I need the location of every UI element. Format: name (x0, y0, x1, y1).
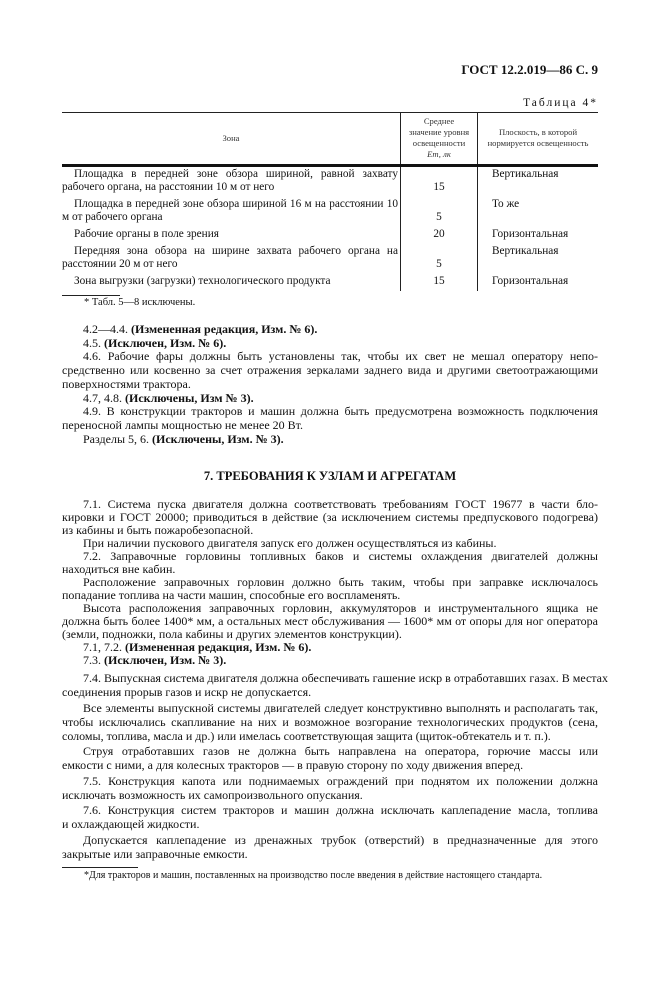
header-line: Среднее (423, 116, 455, 126)
text-line: 7.5. Конструкция капота или поднимаемых ограждений при поднятом их положении должна (83, 773, 598, 788)
paragraph (62, 576, 598, 602)
text-line: 7.4. Выпускная система двигателя должна обеспечивать гашение искр в отработавших газах. В местах (83, 671, 608, 686)
illuminance-cell: 15 (401, 166, 478, 198)
text-line: Допускается каплепадение из дренажных трубок (отверстий) в предназначенные для этого (83, 832, 598, 847)
text-line: кировки и ГОСТ 20000; приводиться в действие (за исключением системы предпускового подогрева) (62, 510, 598, 525)
text-line: Расположение заправочных горловин должно быть таким, чтобы при заправке исключалось (83, 575, 598, 590)
text-line: из кабины и быть пожаробезопасной. (62, 523, 254, 538)
section-heading: 7. ТРЕБОВАНИЯ К УЗЛАМ И АГРЕГАТАМ (203, 469, 457, 484)
table-caption: Таблица 4* (523, 97, 598, 109)
text-line: средственно или косвенно за счет отражения зеркалами заднего вида и другими светоотражающими (62, 363, 598, 378)
illuminance-cell: 20 (401, 227, 478, 244)
text-line: 4.9. В конструкции тракторов и машин должна быть предусмотрена возможность подключения (83, 404, 598, 419)
illuminance-cell: 5 (401, 244, 478, 274)
paragraph (62, 774, 598, 802)
text-line: 7.1. Система пуска двигателя должна соответствовать требованиям ГОСТ 19677 в части бло- (83, 497, 598, 512)
text-line: должна быть более 1400* мм, а остальных мест обслуживания — 1600* мм от опоры для ног оператора (62, 614, 598, 629)
text-line: При наличии пускового двигателя запуск его должен осуществляться из кабины. (83, 536, 497, 551)
section-7-paragraphs-a (62, 498, 598, 667)
text-line: поверхностями трактора. (62, 376, 191, 391)
paragraph (62, 744, 598, 772)
zone-cell: Рабочие органы в поле зрения (62, 227, 401, 244)
column-header-illuminance (401, 113, 478, 166)
zone-cell: Зона выгрузки (загрузки) технологического продукта (62, 274, 401, 291)
amendment-note: (Исключены, Изм. № 3). (152, 431, 284, 446)
footnote-divider (62, 867, 138, 868)
column-header-zone: Зона (62, 113, 401, 166)
paragraph (62, 433, 598, 447)
text-line: Струя отработавших газов не должна быть направлена на оператора, горючие массы или (83, 744, 598, 759)
paragraph (62, 803, 598, 831)
plane-cell: Вертикальная (492, 168, 559, 180)
text-line (62, 323, 598, 337)
text-line (62, 337, 598, 351)
text-line (62, 654, 598, 667)
paragraph (62, 323, 598, 337)
table-row (62, 166, 598, 198)
clause-number: 7.1, 7.2. (83, 640, 125, 655)
text-line: Высота расположения заправочных горловин, аккумуляторов и инструментального ящика не (83, 601, 598, 616)
illuminance-cell: 15 (401, 274, 478, 291)
text-line: и охлаждающей жидкости. (62, 817, 200, 832)
clause-number: 7.3. (83, 653, 104, 668)
plane-cell: Горизонтальная (492, 275, 569, 287)
paragraph (62, 833, 598, 861)
header-line: Eт, лк (427, 149, 451, 159)
section-4-paragraphs (62, 323, 598, 446)
text-line: соединения прорыв газов и искр не допускается. (62, 685, 312, 700)
text-line: соломы, топлива, масла и др.) или имелась соответствующая защита (щиток-обтекатель и т. п.). (62, 728, 551, 743)
text-line: емкости с ними, а для колесных тракторов — в правую сторону по ходу движения вперед. (62, 758, 524, 773)
clause-number: 4.5. (83, 335, 104, 350)
plane-cell: Горизонтальная (492, 228, 569, 240)
amendment-note: (Измененная редакция, Изм. № 6). (131, 322, 318, 336)
amendment-note: (Исключен, Изм. № 3). (104, 653, 227, 668)
paragraph (62, 654, 598, 667)
text-line: исключать возможность их самопроизвольного опускания. (62, 787, 363, 802)
header-line: Плоскость, в которой (498, 127, 578, 137)
illuminance-cell: 5 (401, 197, 478, 227)
header-line: значение уровня (408, 127, 470, 137)
column-header-plane (478, 113, 599, 166)
plane-cell: То же (492, 198, 520, 210)
paragraph (62, 602, 598, 641)
paragraph (62, 701, 598, 743)
text-line: 4.6. Рабочие фары должны быть установлены так, чтобы их свет не мешал оператору непо- (83, 349, 598, 364)
text-line: Все элементы выпускной системы двигателей следует конструктивно выполнять и располагать так, (83, 700, 598, 715)
text-line: (земли, подножки, пола кабины и других элементов конструкции). (62, 627, 402, 642)
text-line: 7.6. Конструкция систем тракторов и машин должна исключать каплепадение масла, топлива (83, 803, 598, 818)
illumination-table (62, 112, 598, 291)
text-line: чтобы исключались скапливание на них и возможное возгорание технологических продуктов (сена, (62, 714, 598, 729)
section-7-paragraphs-b (62, 671, 608, 861)
clause-number: 4.7, 4.8. (83, 390, 125, 405)
clause-number: 4.2—4.4. (83, 322, 131, 336)
text-line: закрытые или заправочные емкости. (62, 846, 248, 861)
table-row (62, 227, 598, 244)
amendment-note: (Измененная редакция, Изм. № 6). (125, 640, 312, 655)
document-reference: ГОСТ 12.2.019—86 С. 9 (461, 62, 598, 77)
paragraph (62, 405, 598, 432)
document-page (0, 62, 661, 998)
zone-cell: Передняя зона обзора на ширине захвата рабочего органа на расстоянии 20 м от него (62, 244, 401, 274)
table-row (62, 244, 598, 274)
text-line: 7.2. Заправочные горловины топливных баков и системы охлаждения двигателей должны (83, 549, 598, 564)
paragraph (62, 392, 598, 406)
table-footnote: * Табл. 5—8 исключены. (84, 297, 196, 308)
zone-cell: Площадка в передней зоне обзора шириной 16 м на расстоянии 10 м от рабочего органа (62, 197, 401, 227)
zone-cell: Площадка в передней зоне обзора шириной, равной захвату рабочего органа, на расстоянии 10 м от него (62, 166, 401, 198)
text-line: попадание топлива на части машин, способные его воспламенять. (62, 588, 401, 603)
text-line (62, 392, 598, 406)
paragraph (62, 337, 598, 351)
paragraph (62, 498, 598, 537)
clause-number: Разделы 5, 6. (83, 431, 153, 446)
table-row (62, 197, 598, 227)
header-line: освещенности (412, 138, 466, 148)
table-row (62, 274, 598, 291)
paragraph (62, 671, 608, 700)
page-footnote: *Для тракторов и машин, поставленных на производство после введения в действие настоящего стандарта. (84, 869, 543, 881)
text-line: находиться вне кабин. (62, 562, 176, 577)
text-line (62, 433, 598, 447)
paragraph (62, 550, 598, 576)
header-line: нормируется освещенность (487, 138, 589, 148)
amendment-note: (Исключены, Изм № 3). (125, 390, 254, 405)
text-line: переносной лампы мощностью не менее 20 Вт. (62, 417, 304, 432)
paragraph (62, 350, 598, 391)
plane-cell: Вертикальная (492, 245, 559, 257)
amendment-note: (Исключен, Изм. № 6). (104, 335, 227, 350)
